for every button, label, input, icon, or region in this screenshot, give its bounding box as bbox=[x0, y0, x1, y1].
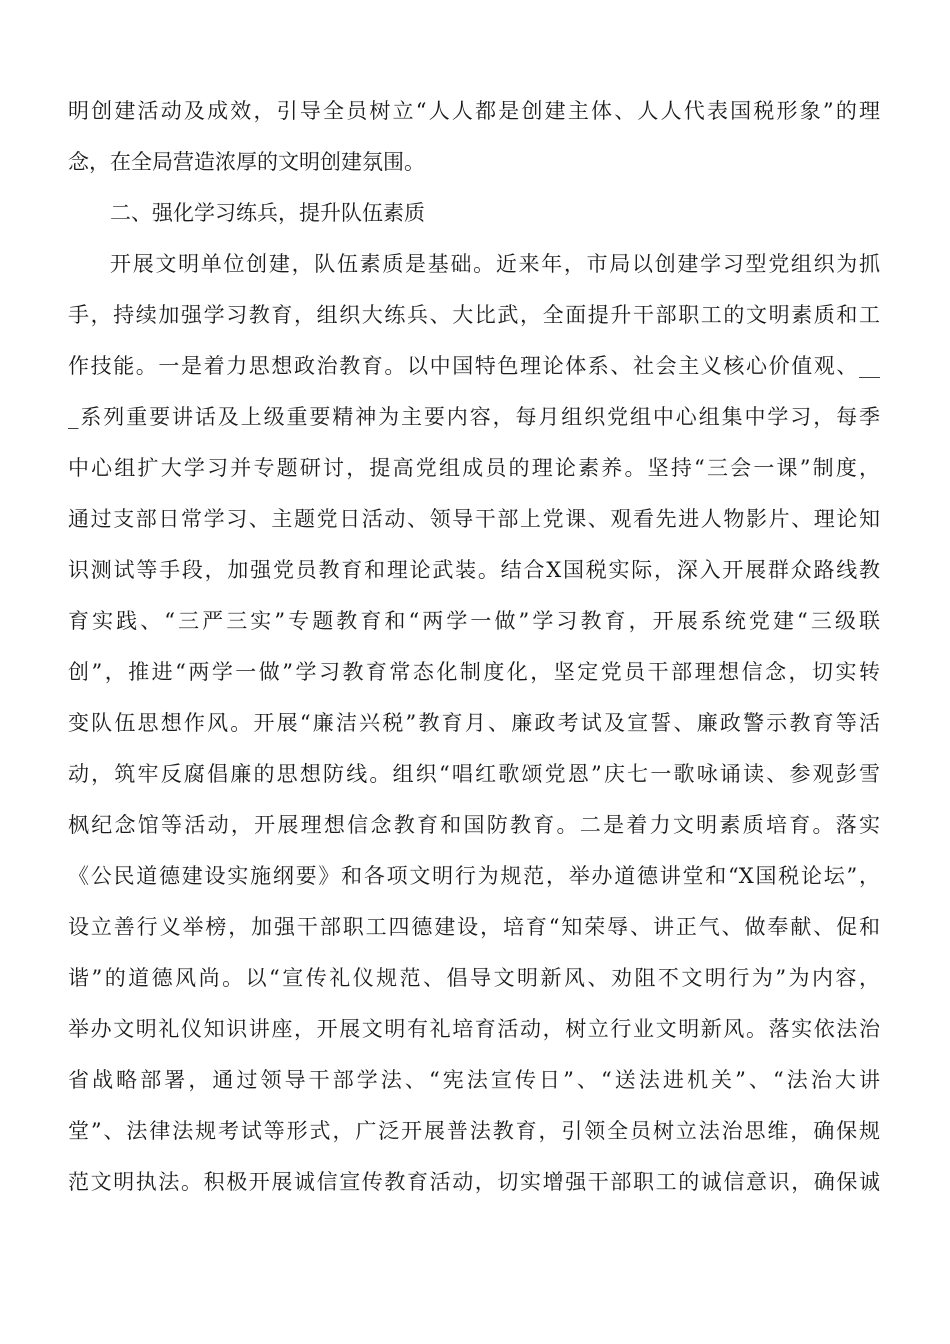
text-line-18: 谐”的道德风尚。以“宣传礼仪规范、倡导文明新风、劝阻不文明行为”为内容， bbox=[68, 966, 880, 990]
text-line-19: 举办文明礼仪知识讲座，开展文明有礼培育活动，树立行业文明新风。落实依法治 bbox=[68, 1017, 880, 1041]
text-line-11: 育实践、“三严三实”专题教育和“两学一做”学习教育，开展系统党建“三级联 bbox=[68, 609, 880, 633]
text-line-8: 中心组扩大学习并专题研讨，提高党组成员的理论素养。坚持“三会一课”制度， bbox=[68, 456, 880, 480]
text-line-13: 变队伍思想作风。开展“廉洁兴税”教育月、廉政考试及宣誓、廉政警示教育等活 bbox=[68, 711, 880, 735]
section-heading: 二、强化学习练兵，提升队伍素质 bbox=[110, 201, 425, 225]
text-line-16: 《公民道德建设实施纲要》和各项文明行为规范，举办道德讲堂和“X国税论坛”， bbox=[68, 864, 880, 888]
text-line-2: 念，在全局营造浓厚的文明创建氛围。 bbox=[68, 150, 425, 174]
text-line-15: 枫纪念馆等活动，开展理想信念教育和国防教育。二是着力文明素质培育。落实 bbox=[68, 813, 880, 837]
text-line-5: 手，持续加强学习教育，组织大练兵、大比武，全面提升干部职工的文明素质和工 bbox=[68, 303, 880, 327]
text-line-12: 创”，推进“两学一做”学习教育常态化制度化，坚定党员干部理想信念，切实转 bbox=[68, 660, 880, 684]
text-line-14: 动，筑牢反腐倡廉的思想防线。组织“唱红歌颂党恩”庆七一歌咏诵读、参观彭雪 bbox=[68, 762, 880, 786]
text-line-9: 通过支部日常学习、主题党日活动、领导干部上党课、观看先进人物影片、理论知 bbox=[68, 507, 880, 531]
text-line-7: _系列重要讲话及上级重要精神为主要内容，每月组织党组中心组集中学习，每季 bbox=[68, 405, 880, 429]
text-line-6: 作技能。一是着力思想政治教育。以中国特色理论体系、社会主义核心价值观、__ bbox=[68, 354, 880, 378]
text-line-10: 识测试等手段，加强党员教育和理论武装。结合X国税实际，深入开展群众路线教 bbox=[68, 558, 880, 582]
text-line-22: 范文明执法。积极开展诚信宣传教育活动，切实增强干部职工的诚信意识，确保诚 bbox=[68, 1170, 880, 1194]
text-line-17: 设立善行义举榜，加强干部职工四德建设，培育“知荣辱、讲正气、做奉献、促和 bbox=[68, 915, 880, 939]
text-line-21: 堂”、法律法规考试等形式，广泛开展普法教育，引领全员树立法治思维，确保规 bbox=[68, 1119, 880, 1143]
text-line-1: 明创建活动及成效，引导全员树立“人人都是创建主体、人人代表国税形象”的理 bbox=[68, 99, 880, 123]
text-line-20: 省战略部署，通过领导干部学法、“宪法宣传日”、“送法进机关”、“法治大讲 bbox=[68, 1068, 880, 1092]
text-line-4: 开展文明单位创建，队伍素质是基础。近来年，市局以创建学习型党组织为抓 bbox=[110, 252, 880, 276]
